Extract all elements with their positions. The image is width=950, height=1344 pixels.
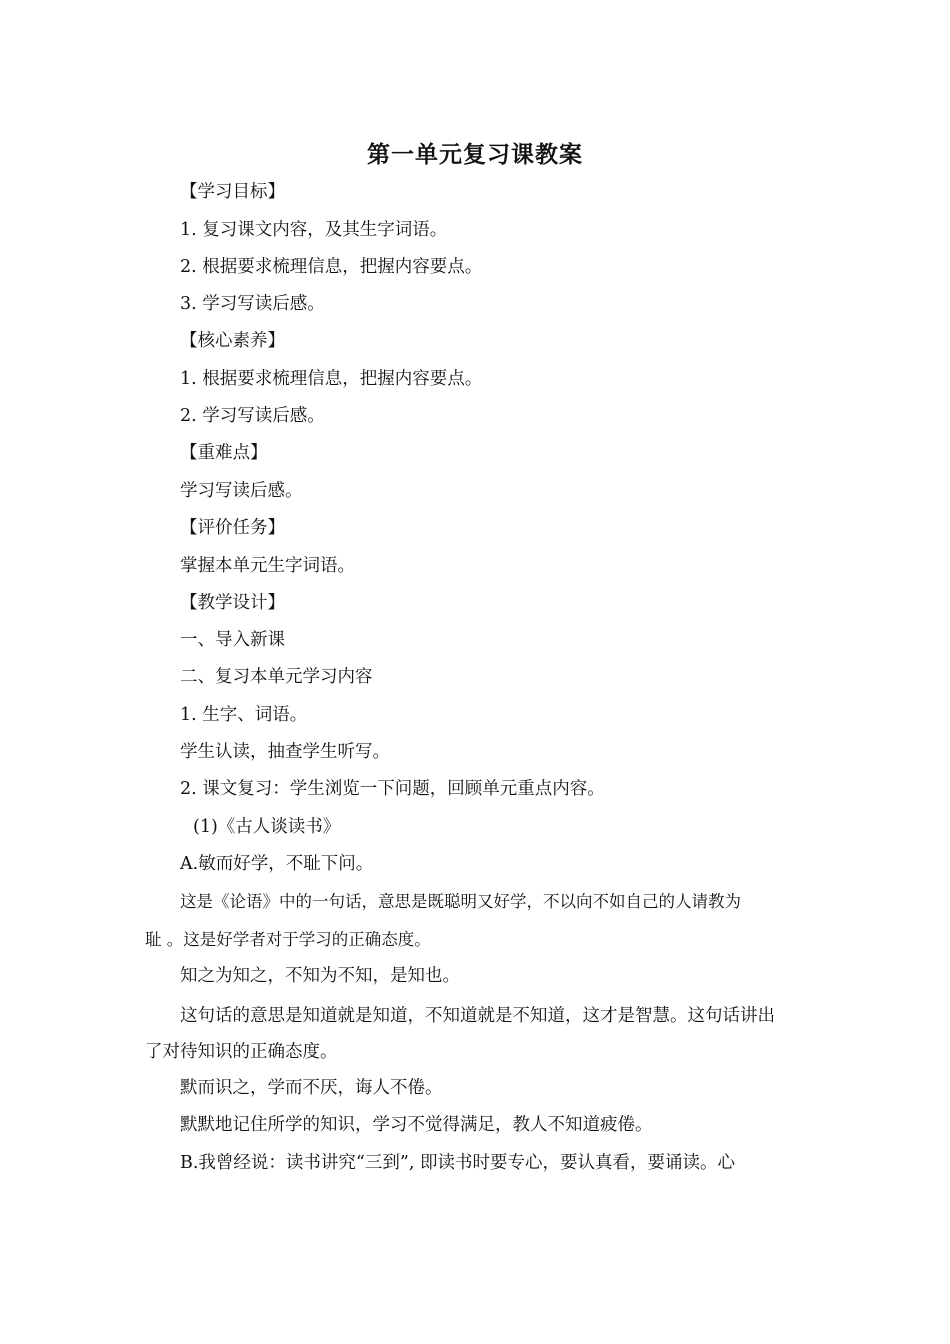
review-item-1: 1. 生字、词语。 <box>180 705 308 725</box>
quote-c-explanation: 默默地记住所学的知识，学习不觉得满足，教人不知道疲倦。 <box>180 1115 653 1135</box>
section-heading-evaluation: 【评价任务】 <box>180 518 285 538</box>
quote-b-explanation-cont: 了对待知识的正确态度。 <box>145 1042 338 1062</box>
literacy-item-2: 2. 学习写读后感。 <box>180 406 325 426</box>
goal-item-1: 1. 复习课文内容，及其生字词语。 <box>180 220 448 240</box>
section-heading-key-points: 【重难点】 <box>180 443 268 463</box>
evaluation-text: 掌握本单元生字词语。 <box>180 556 355 576</box>
step-two: 二、复习本单元学习内容 <box>180 667 373 687</box>
quote-d: B.我曾经说：读书讲究“三到”, 即读书时要专心，要认真看，要诵读。心 <box>180 1153 735 1173</box>
review-item-1-desc: 学生认读，抽查学生听写。 <box>180 742 390 762</box>
quote-b-explanation: 这句话的意思是知道就是知道，不知道就是不知道，这才是智慧。这句话讲出 <box>180 1006 775 1026</box>
section-heading-teaching-design: 【教学设计】 <box>180 593 285 613</box>
section-heading-learning-goals: 【学习目标】 <box>180 182 285 202</box>
subsection-heading: (1)《古人谈读书》 <box>193 817 341 837</box>
quote-c: 默而识之，学而不厌，诲人不倦。 <box>180 1078 443 1098</box>
section-heading-core-literacy: 【核心素养】 <box>180 331 285 351</box>
goal-item-2: 2. 根据要求梳理信息，把握内容要点。 <box>180 257 483 277</box>
quote-a-explanation-cont: 耻 。这是好学者对于学习的正确态度。 <box>145 930 431 949</box>
step-one: 一、导入新课 <box>180 630 285 650</box>
quote-a-explanation: 这是《论语》中的一句话，意思是既聪明又好学，不以向不如自己的人请教为 <box>180 892 741 911</box>
quote-a: A.敏而好学，不耻下问。 <box>180 854 374 874</box>
literacy-item-1: 1. 根据要求梳理信息，把握内容要点。 <box>180 369 483 389</box>
page-title: 第一单元复习课教案 <box>367 142 583 168</box>
goal-item-3: 3. 学习写读后感。 <box>180 294 325 314</box>
review-item-2: 2. 课文复习：学生浏览一下问题，回顾单元重点内容。 <box>180 779 605 799</box>
key-point-text: 学习写读后感。 <box>180 481 303 501</box>
quote-b: 知之为知之，不知为不知，是知也。 <box>180 966 460 986</box>
